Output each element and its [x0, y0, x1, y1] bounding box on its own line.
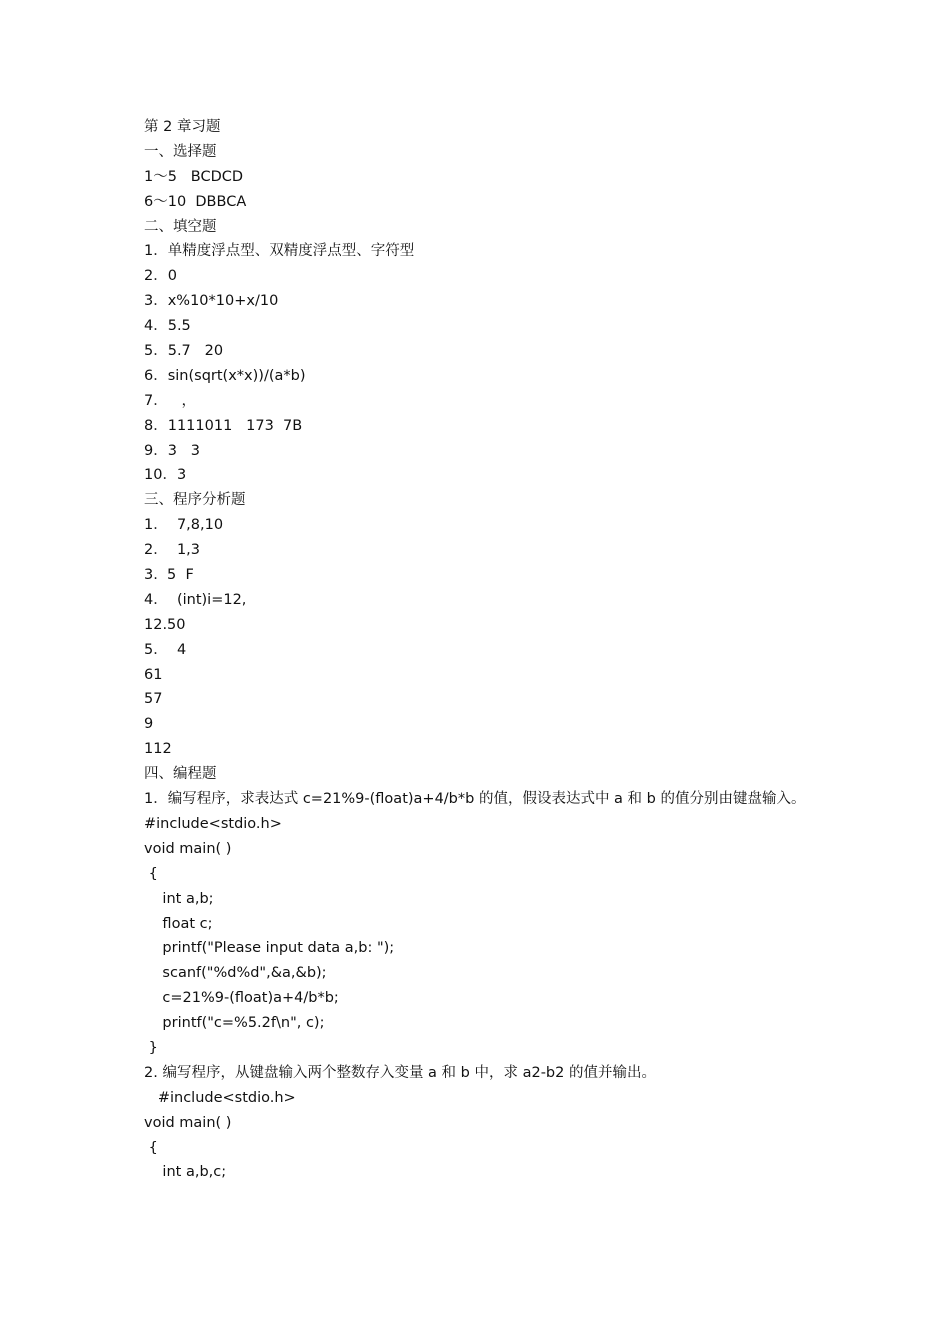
- code-line: float c;: [144, 915, 213, 932]
- answer-line: 6．sin(sqrt(x*x))/(a*b): [144, 367, 306, 384]
- code-line: {: [144, 1139, 158, 1156]
- answer-line: 4．5.5: [144, 318, 191, 335]
- code-line: int a,b,c;: [144, 1164, 227, 1181]
- section-heading-analysis: 三、程序分析题: [144, 492, 246, 509]
- answer-line: 1． 7,8,10: [144, 517, 224, 534]
- code-line: void main( ): [144, 1114, 232, 1131]
- section-heading-choice: 一、选择题: [144, 143, 217, 160]
- section-heading-programming: 四、编程题: [144, 766, 217, 783]
- answer-line: 7． ，: [144, 392, 197, 409]
- problem-statement-2: 2. 编写程序，从键盘输入两个整数存入变量 a 和 b 中，求 a2-b2 的值并输出。: [144, 1064, 656, 1081]
- code-line: void main( ): [144, 840, 232, 857]
- answer-line: 6～10 DBBCA: [144, 193, 247, 210]
- chapter-title: 第 2 章习题: [144, 119, 221, 135]
- section-heading-fill: 二、填空题: [144, 218, 217, 235]
- answer-line: 112: [144, 741, 172, 758]
- answer-line: 12.50: [144, 616, 186, 633]
- answer-line: 61: [144, 666, 163, 683]
- answer-line: 1．单精度浮点型、双精度浮点型、字符型: [144, 243, 415, 260]
- document-body: [144, 115, 824, 1185]
- code-line: printf("c=%5.2f\n", c);: [144, 1015, 325, 1032]
- answer-line: 1～5 BCDCD: [144, 168, 244, 185]
- answer-line: 2．0: [144, 268, 177, 285]
- code-line: c=21%9-(float)a+4/b*b;: [144, 990, 339, 1007]
- answer-line: 5． 4: [144, 641, 187, 658]
- answer-line: 2． 1,3: [144, 542, 201, 559]
- answer-line: 4． (int)i=12,: [144, 591, 247, 608]
- code-line: scanf("%d%d",&a,&b);: [144, 965, 327, 982]
- answer-line: 57: [144, 691, 163, 708]
- answer-line: 10．3: [144, 467, 187, 484]
- code-line: {: [144, 865, 158, 882]
- code-line: #include<stdio.h>: [144, 1089, 296, 1106]
- code-line: printf("Please input data a,b: ");: [144, 940, 395, 957]
- answer-line: 5．5.7 20: [144, 343, 224, 360]
- problem-statement-1: 1．编写程序，求表达式 c=21%9-(float)a+4/b*b 的值，假设表达式中 a 和 b 的值分别由键盘输入。: [144, 791, 806, 808]
- answer-line: 8．1111011 173 7B: [144, 417, 303, 434]
- code-line: #include<stdio.h>: [144, 815, 282, 832]
- answer-line: 3．x%10*10+x/10: [144, 293, 279, 310]
- code-line: }: [144, 1039, 158, 1056]
- answer-line: 9: [144, 716, 154, 733]
- answer-line: 9．3 3: [144, 442, 201, 459]
- answer-line: 3. 5 F: [144, 567, 194, 584]
- code-line: int a,b;: [144, 890, 214, 907]
